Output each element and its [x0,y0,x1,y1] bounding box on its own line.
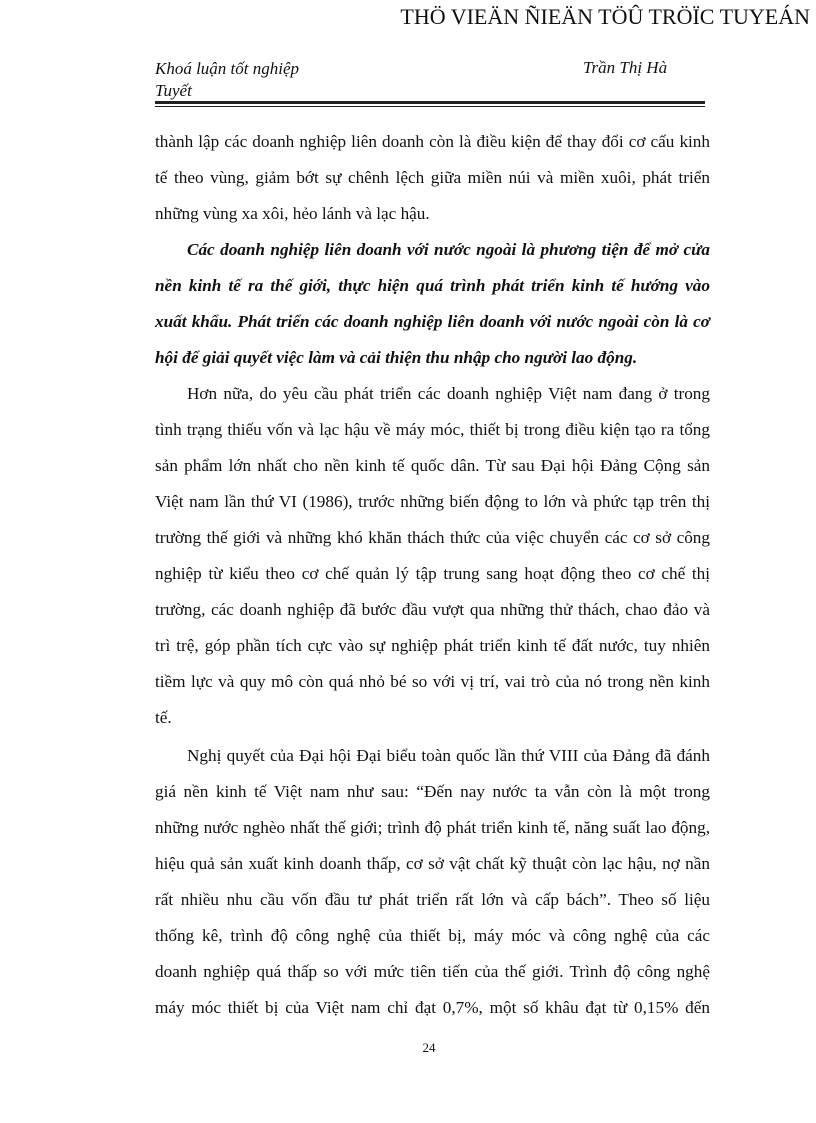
header-title-cont: Tuyết [155,81,192,100]
text-line: tế. [155,708,172,727]
text-line: tiềm lực và quy mô còn quá nhỏ bé so với vị trí, vai trò của nó trong nền kinh [155,672,710,691]
text-line: rất nhiều nhu cầu vốn đầu tư phát triển rất lớn và cấp bách”. Theo số liệu [155,890,710,909]
text-line: hội để giải quyết việc làm và cải thiện thu nhập cho người lao động. [155,348,638,367]
header-left [155,58,299,102]
paragraph [155,738,710,1026]
text-line: Việt nam lần thứ VI (1986), trước những biến động to lớn và phức tạp trên thị [155,492,710,511]
page-number: 24 [422,1040,436,1055]
paragraph [155,376,710,736]
text-line: xuất khẩu. Phát triển các doanh nghiệp liên doanh với nước ngoài còn là cơ [155,312,710,331]
text-line: nền kinh tế ra thế giới, thực hiện quá trình phát triển kinh tế hướng vào [155,276,710,295]
text-line: giá nền kinh tế Việt nam như sau: “Đến nay nước ta vẫn còn là một trong [155,782,710,801]
watermark: THÖ VIEÄN ÑIEÄN TÖÛ TRÖÏC TUYEÁN [400,4,810,29]
text-line: Hơn nữa, do yêu cầu phát triển các doanh nghiệp Việt nam đang ở trong [187,384,710,403]
text-line: thành lập các doanh nghiệp liên doanh còn là điều kiện để thay đổi cơ cấu kinh [155,132,710,151]
text-line: doanh nghiệp quá thấp so với mức tiên tiến của thế giới. Trình độ công nghệ [155,962,710,981]
header-title: Khoá luận tốt nghiệp [155,59,300,78]
header-rule [155,101,705,107]
text-line: những vùng xa xôi, hẻo lánh và lạc hậu. [155,204,430,223]
text-line: nghiệp từ kiểu theo cơ chế quản lý tập trung sang hoạt động theo cơ chế thị [155,564,710,583]
document-body [155,124,710,1026]
paragraph [155,232,710,376]
text-line: tình trạng thiếu vốn và lạc hậu về máy móc, thiết bị trong điều kiện tạo ra tổng [155,420,710,439]
text-line: tế theo vùng, giảm bớt sự chênh lệch giữa miền núi và miền xuôi, phát triển [155,168,710,187]
text-line: thống kê, trình độ công nghệ của thiết bị, máy móc và công nghệ của các [155,926,710,945]
header-author: Trần Thị Hà [583,58,668,77]
text-line: máy móc thiết bị của Việt nam chỉ đạt 0,7%, một số khâu đạt từ 0,15% đến [155,998,710,1017]
text-line: Các doanh nghiệp liên doanh với nước ngoài là phương tiện để mở cửa [187,240,710,259]
paragraph [155,124,710,232]
text-line: trường, các doanh nghiệp đã bước đầu vượt qua những thử thách, chao đảo và [155,600,710,619]
text-line: trì trệ, góp phần tích cực vào sự nghiệp phát triển kinh tế đất nước, tuy nhiên [155,636,710,655]
text-line: trường thế giới và những khó khăn thách thức của việc chuyển các cơ sở công [155,528,710,547]
text-line: sản phẩm lớn nhất cho nền kinh tế quốc dân. Từ sau Đại hội Đảng Cộng sản [155,456,710,475]
text-line: những nước nghèo nhất thế giới; trình độ phát triển kinh tế, năng suất lao động, [155,818,710,837]
text-line: hiệu quả sản xuất kinh doanh thấp, cơ sở vật chất kỹ thuật còn lạc hậu, nợ nần [155,854,710,873]
text-line: Nghị quyết của Đại hội Đại biểu toàn quốc lần thứ VIII của Đảng đã đánh [187,746,710,765]
